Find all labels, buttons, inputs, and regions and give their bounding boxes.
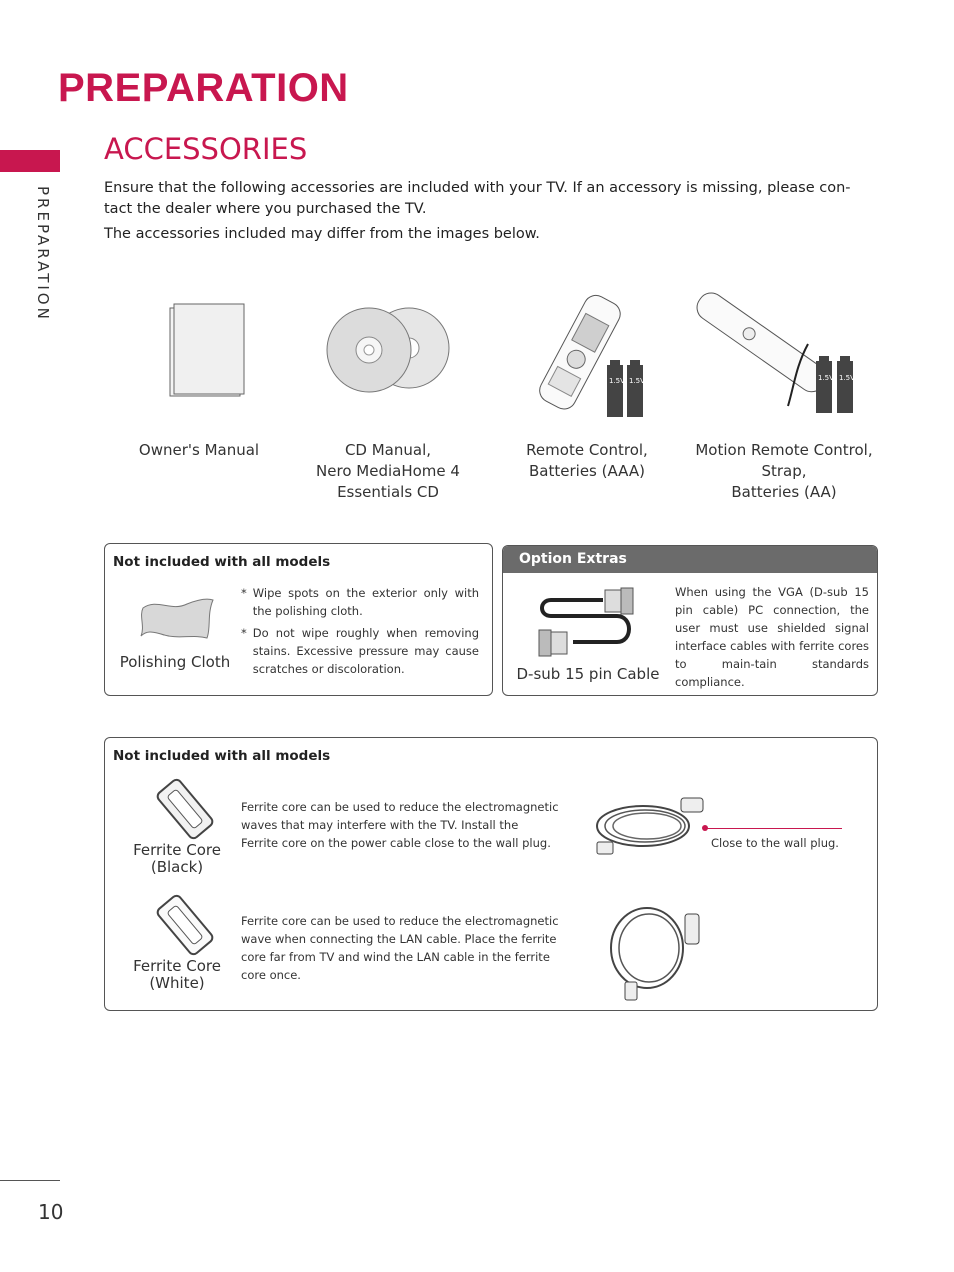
battery-label: 1.5V: [818, 374, 834, 382]
motion-remote-illustration: [696, 276, 861, 420]
page-rule: [0, 1180, 60, 1181]
battery-label: 1.5V: [629, 377, 645, 385]
section-title: ACCESSORIES: [104, 132, 308, 166]
option-extras-header: Option Extras: [503, 546, 877, 573]
cd-caption: CD Manual, Nero MediaHome 4 Essentials CD: [316, 441, 460, 501]
box-title: Not included with all models: [113, 748, 331, 764]
note-item: * Wipe spots on the exterior only with the polishing cloth.: [241, 586, 479, 618]
intro-note: The accessories included may differ from the images below.: [104, 226, 540, 242]
page-title: PREPARATION: [58, 66, 349, 110]
owners-manual-caption: Owner's Manual: [138, 441, 260, 459]
power-cable-illustration: [593, 790, 713, 860]
polishing-cloth-box: [104, 543, 493, 696]
side-tab-marker: [0, 150, 60, 172]
callout-line: [705, 828, 842, 829]
owners-manual-illustration: [166, 300, 248, 400]
battery-label: 1.5V: [839, 374, 855, 382]
box-title: Not included with all models: [113, 554, 331, 570]
side-section-label: PREPARATION: [34, 186, 52, 322]
ferrite-core-white-illustration: [155, 892, 215, 958]
remote-control-illustration: [530, 285, 650, 420]
wall-plug-callout: Close to the wall plug.: [711, 836, 839, 850]
dsub-note: When using the VGA (D-sub 15 pin cable) PC connection, the user must use shielded signal interface cables with ferrite cores to main-tain standards compliance.: [675, 585, 869, 689]
ferrite-core-box: [104, 737, 878, 1011]
dsub-caption: D-sub 15 pin Cable: [516, 665, 660, 683]
battery-label: 1.5V: [609, 377, 625, 385]
ferrite-white-desc: Ferrite core can be used to reduce the electromagnetic wave when connecting the LAN cable. Place the ferrite core far from TV and wind the LAN cable in the ferrite core once.: [241, 914, 559, 982]
polishing-cloth-illustration: [137, 594, 217, 642]
motion-remote-caption: Motion Remote Control, Strap, Batteries (AA): [695, 441, 873, 501]
ferrite-black-desc: Ferrite core can be used to reduce the electromagnetic waves that may interfere with the TV. Install the Ferrite core on the power cable close to the wall plug.: [241, 800, 559, 850]
polishing-notes: [241, 584, 479, 678]
ferrite-core-black-illustration: [155, 776, 215, 842]
ferrite-white-caption: Ferrite Core (White): [133, 957, 221, 992]
page-number: 10: [38, 1200, 64, 1224]
note-item: * Do not wipe roughly when removing stains. Excessive pressure may cause scratches or discoloration.: [241, 626, 479, 676]
lan-cable-illustration: [605, 904, 715, 1004]
option-extras-box: [502, 545, 878, 696]
intro-paragraph: Ensure that the following accessories are included with your TV. If an accessory is missing, please con-tact the dealer where you purchased the TV.: [104, 180, 851, 217]
remote-caption: Remote Control, Batteries (AAA): [526, 441, 648, 480]
polishing-cloth-caption: Polishing Cloth: [119, 653, 231, 671]
dsub-cable-illustration: [533, 586, 643, 661]
cd-illustration: [324, 300, 452, 396]
ferrite-black-caption: Ferrite Core (Black): [133, 841, 221, 876]
